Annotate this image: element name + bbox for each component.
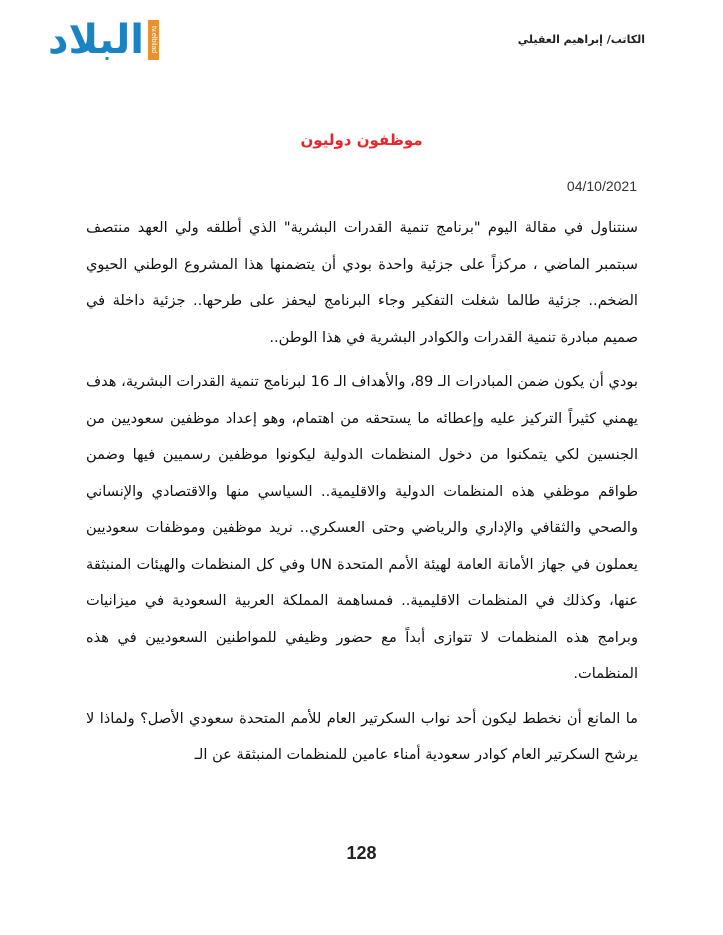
paragraph-2: بودي أن يكون ضمن المبادرات الـ 89، والأهداف الـ 16 لبرنامج تنمية القدرات البشرية، هدف يهمني كثيراً التركيز عليه وإعطائه ما يستحقه من اهتمام، وهو إعداد موظفين سعوديين من الجنسين لكي يتمكنوا من دخول المنظمات الدولية ليكونوا موظفين رسميين فيها وضمن طواقم موظفي هذه المنظمات الدولية والاقليمية.. السياسي منها والاقتصادي والإنساني والصحي والثقافي والإداري والرياضي وحتى العسكري.. نريد موظفين وموظفات سعوديين يعملون في جهاز الأمانة العامة لهيئة الأمم المتحدة UN وفي كل المنظمات والهيئات المنبثقة عنها، وكذلك في المنظمات الاقليمية.. فمساهمة المملكة العربية السعودية في ميزانيات وبرامج هذه المنظمات لا تتوازى أبداً مع حضور وظيفي للمواطنين السعوديين في هذه المنظمات. (86, 373, 638, 682)
article-title: موظفون دوليون (300, 131, 423, 149)
author-byline: الكاتب/ إبراهيم العقيلي (517, 33, 645, 46)
article-body (86, 210, 638, 782)
article-date: 04/10/2021 (566, 178, 637, 194)
paragraph-3: ما المانع أن نخطط ليكون أحد نواب السكرتير العام للأمم المتحدة سعودي الأصل؟ ولماذا لا يرشح السكرتير العام كوادر سعودية أمناء عامين للمنظمات المنبثقة عن الـ (86, 709, 638, 763)
page-number: 128 (346, 843, 377, 863)
paragraph-1: سنتناول في مقالة اليوم "برنامج تنمية القدرات البشرية" الذي أطلقه ولي العهد منتصف سبتمبر الماضي ، مركزاً على جزئية واحدة بودي أن يتضمنها هذا المشروع الوطني الحيوي الضخم.. جزئية طالما شغلت التفكير وجاء البرنامج ليحفز على طرحها.. جزئية داخلة في صميم مبادرة تنمية القدرات والكوادر البشرية في هذا الوطن.. (86, 219, 638, 346)
logo-tag: tv.elbilad (148, 20, 159, 60)
elbilad-logo (48, 18, 178, 68)
logo-wordmark: البلاد (48, 17, 144, 63)
